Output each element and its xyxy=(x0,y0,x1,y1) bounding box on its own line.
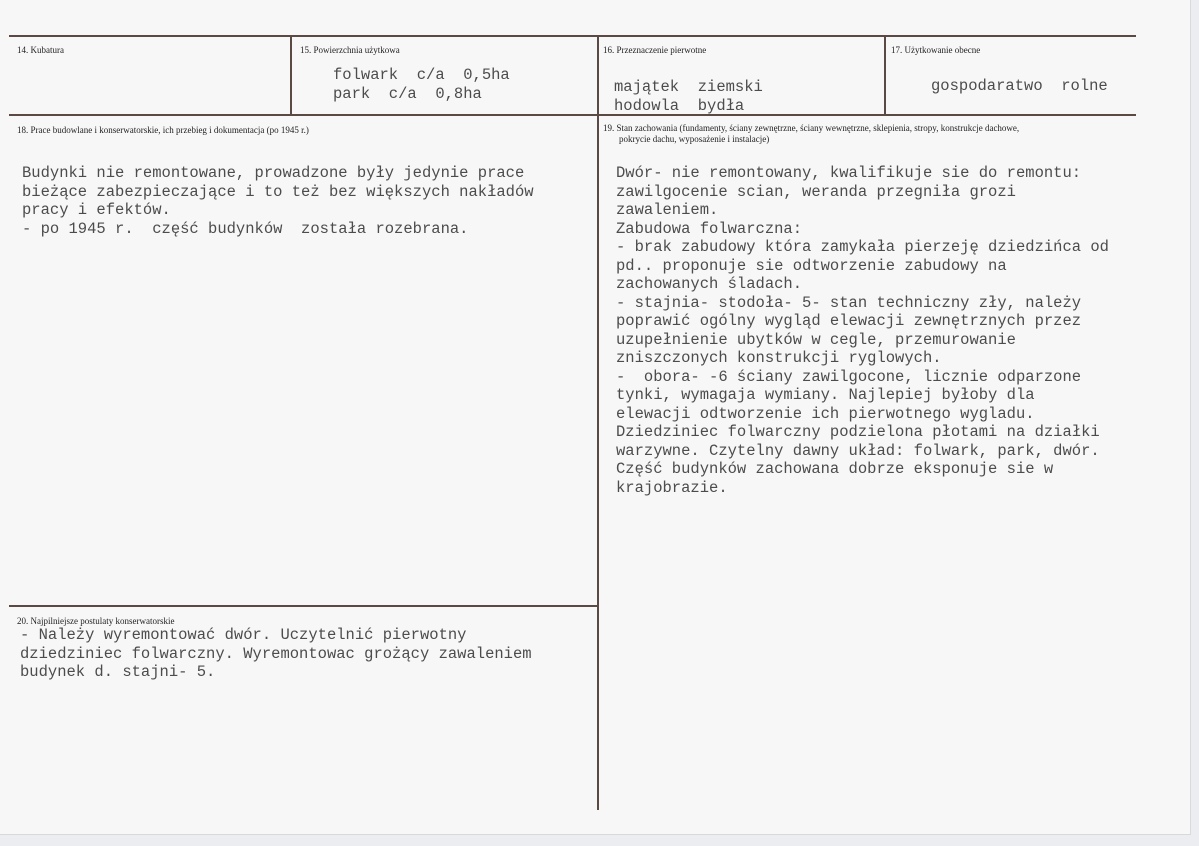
field-19-value: Dwór- nie remontowany, kwalifikuje sie do remontu: zawilgocenie scian, weranda przegniła grozi zawaleniem. Zabudowa folwarczna: - brak zabudowy która zamykała pierzeję dziedzińca od pd.. proponuje sie odtworzenie zabudowy na zachowanych śladach. - stajnia- stodoła- 5- stan techniczny zły, należy poprawić ogólny wygląd elewacji zewnętrznych przez uzupełnienie ubytków w cegle, przemurowanie zniszczonych konstrukcji ryglowych. - obora- -6 ściany zawilgocone, licznie odparzone tynki, wymagaja wymiany. Najlepiej byłoby dla elewacji odtworzenie ich pierwotnego wygladu. Dziedziniec folwarczny podzielona płotami na działki warzywne. Czytelny dawny układ: folwark, park, dwór. Część budynków zachowana dobrze eksponuje sie w krajobrazie. xyxy=(616,164,1109,497)
field-15-value: folwark c/a 0,5ha park c/a 0,8ha xyxy=(333,66,510,103)
row1-bottom-rule xyxy=(9,114,1136,116)
field-16-label: 16. Przeznaczenie pierwotne xyxy=(603,45,707,55)
field-17-label: 17. Użytkowanie obecne xyxy=(891,45,981,55)
field-20-top-rule xyxy=(9,605,599,607)
field-20-value: - Należy wyremontować dwór. Uczytelnić pierwotny dziedziniec folwarczny. Wyremontowac grożący zawaleniem budynek d. stajni- 5. xyxy=(20,626,532,681)
field-20-label: 20. Najpilniejsze postulaty konserwatorskie xyxy=(17,616,175,626)
field-14-label: 14. Kubatura xyxy=(17,45,64,55)
field-19-label-line1: 19. Stan zachowania (fundamenty, ściany zewnętrzne, ściany wewnętrzne, sklepienia, stropy, konstrukcje dachowe, xyxy=(603,123,1020,133)
field-19-label-line2: pokrycie dachu, wyposażenie i instalacje) xyxy=(619,134,770,144)
top-border xyxy=(9,35,1136,37)
field-18-label: 18. Prace budowlane i konserwatorskie, ich przebieg i dokumentacja (po 1945 r.) xyxy=(17,125,309,135)
field-16-value: majątek ziemski hodowla bydła xyxy=(614,78,763,115)
field-18-value: Budynki nie remontowane, prowadzone były jedynie prace bieżące zabezpieczające i to też bez większych nakładów pracy i efektów. - po 1945 r. część budynków została rozebrana. xyxy=(22,164,534,238)
divider-16-17 xyxy=(884,36,886,116)
divider-center xyxy=(597,36,599,810)
field-15-label: 15. Powierzchnia użytkowa xyxy=(300,45,400,55)
divider-14-15 xyxy=(290,36,292,116)
field-17-value: gospodaratwo rolne xyxy=(931,77,1108,95)
